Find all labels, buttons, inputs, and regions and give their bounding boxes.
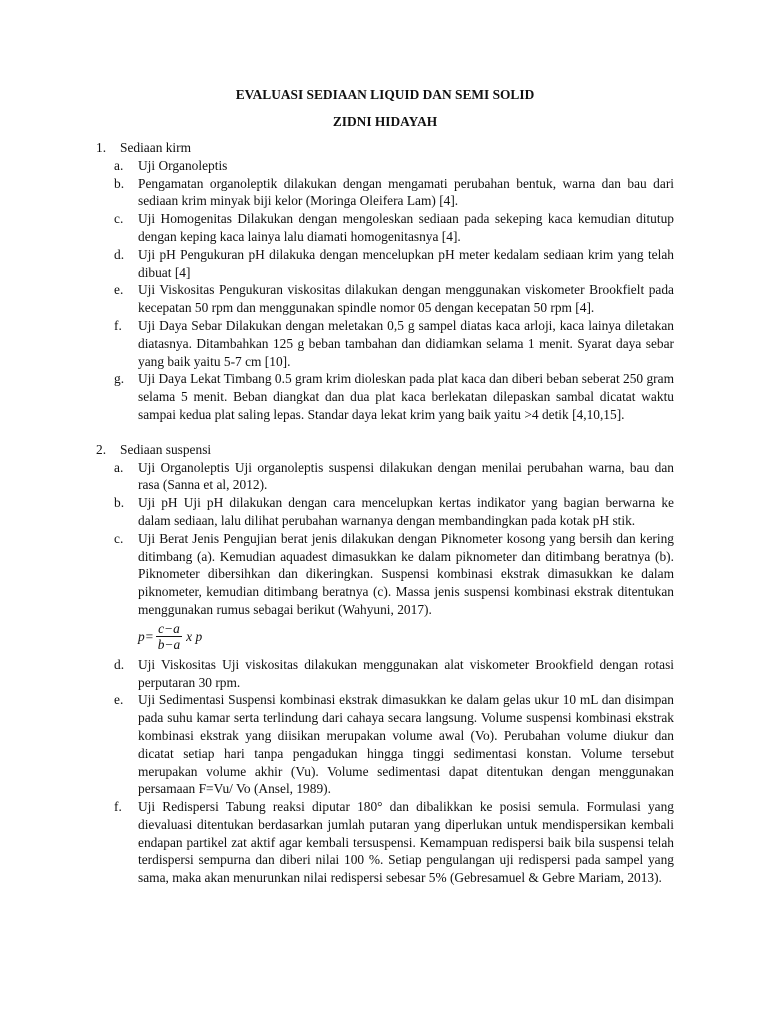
item-letter: a. [114, 459, 124, 475]
section-number: 2. [96, 441, 107, 457]
item-letter: d. [114, 246, 125, 262]
document-author: ZIDNI HIDAYAH [332, 114, 438, 129]
item-letter: a. [114, 157, 124, 173]
section-number: 1. [96, 140, 107, 155]
list-item [96, 246, 674, 282]
section-sediaan-suspensi [96, 441, 674, 887]
list-item [96, 459, 674, 495]
item-text: Uji Viskositas Uji viskositas dilakukan menggunakan alat viskometer Brookfield dengan rotasi perputaran 30 rpm. [138, 656, 674, 690]
list-item [96, 370, 674, 423]
formula-fraction [156, 622, 182, 652]
item-letter: b. [114, 175, 125, 191]
item-text: Uji Redispersi Tabung reaksi diputar 180° dan dibalikkan ke posisi semula. Formulasi yang dievaluasi ditentukan berdasarkan jumlah putaran yang diperlukan untuk mendispersikan kembali endapan partikel zat aktif agar kembali tersuspensi. Kemampuan redispersi baik bila suspensi telah terdispersi sempurna dan diberi nilai 100 %. Setiap pengulangan uji redispersi pada sampel yang sama, maka akan menurunkan nilai redispersi sebesar 5% (Gebresamuel & Gebre Mariam, 2013). [138, 799, 674, 886]
item-text: Uji Organoleptis Uji organoleptis suspensi dilakukan dengan menilai perubahan warna, bau dan rasa (Sanna et al, 2012). [138, 459, 674, 493]
item-text: Uji Sedimentasi Suspensi kombinasi ekstrak dimasukkan ke dalam gelas ukur 10 mL dan disimpan pada suhu kamar serta terlindung dari cahaya secara langsung. Volume suspensi kombinasi ekstrak kombinasi ekstrak yang diisikan merupakan volume awal (Vo). Perubahan volume diukur dan dicatat setiap hari tanpa pengadukan hingga tinggi sedimentasi konstan. Volume tersebut merupakan volume akhir (Vu). Volume sedimentasi dapat ditentukan dengan menggunakan persamaan F=Vu/ Vo (Ansel, 1989). [138, 692, 674, 797]
item-text: Uji pH Pengukuran pH dilakuka dengan mencelupkan pH meter kedalam sediaan krim yang telah dibuat [4] [138, 246, 674, 280]
formula-numerator: c−a [158, 620, 180, 636]
list-item [96, 210, 674, 246]
item-text: Pengamatan organoleptik dilakukan dengan mengamati perubahan bentuk, warna dan bau dari sediaan krim minyak biji kelor (Moringa Oleifera Lam) [4]. [138, 175, 674, 209]
section-spacer [96, 424, 674, 441]
formula-denominator: b−a [157, 636, 181, 652]
item-letter: d. [114, 656, 125, 672]
item-text: Uji Daya Lekat Timbang 0.5 gram krim dioleskan pada plat kaca dan diberi beban seberat 250 gram selama 5 menit. Beban diangkat dan dua plat kaca berlekatan dilepaskan sambal dicatat waktu sampai kedua plat saling lepas. Standar daya lekat krim yang baik yaitu >4 detik [4,10,15]. [138, 371, 674, 422]
section-heading [96, 441, 674, 459]
item-text: Uji Berat Jenis Pengujian berat jenis dilakukan dengan Piknometer kosong yang bersih dan kering ditimbang (a). Kemudian aquadest dimasukkan ke dalam piknometer dan ditimbang beratnya (b). Piknometer dibersihkan dan dikeringkan. Suspensi kombinasi ekstrak dimasukkan ke dalam piknometer, kemudian ditimbang beratnya (c). Massa jenis suspensi kombinasi ekstrak ditentukan menggunakan rumus sebagai berikut (Wahyuni, 2017). [138, 530, 674, 617]
section-heading [96, 139, 674, 157]
section-title: Sediaan suspensi [120, 441, 212, 457]
item-letter: c. [114, 530, 124, 546]
document-title: EVALUASI SEDIAAN LIQUID DAN SEMI SOLID [235, 87, 535, 102]
item-text: Uji Organoleptis [138, 157, 228, 173]
list-item [96, 317, 674, 370]
item-text: Uji pH Uji pH dilakukan dengan cara mencelupkan kertas indikator yang bagian berwarna ke dalam sediaan, lalu dilihat perubahan warnanya dengan membandingkan pada kotak pH stik. [138, 495, 674, 528]
item-letter: e. [114, 282, 124, 298]
item-letter: f. [114, 317, 122, 333]
item-text: Uji Homogenitas Dilakukan dengan mengoleskan sediaan pada sekeping kaca kemudian ditutup dengan keping kaca lainya lalu diamati homogenitasnya [4]. [138, 211, 674, 244]
list-item [96, 157, 674, 175]
density-formula [138, 620, 674, 654]
item-list [96, 459, 674, 888]
formula-lhs: p= [138, 628, 154, 644]
list-item [96, 281, 674, 317]
list-item [96, 494, 674, 530]
item-list [96, 157, 674, 424]
section-title: Sediaan kirm [120, 140, 192, 155]
item-text: Uji Daya Sebar Dilakukan dengan meletakan 0,5 g sampel diatas kaca arloji, kaca lainya diletakan diatasnya. Ditambahkan 125 g beban tambahan dan didiamkan selama 1 menit. Syarat daya sebar yang baik yaitu 5-7 cm [10]. [138, 317, 674, 369]
list-item [96, 798, 674, 887]
list-item [96, 656, 674, 692]
formula-rhs: x p [186, 628, 203, 644]
item-letter: b. [114, 495, 125, 511]
item-letter: g. [114, 371, 125, 387]
item-letter: c. [114, 211, 124, 227]
list-item [96, 530, 674, 656]
item-letter: e. [114, 692, 124, 708]
section-sediaan-krim [96, 139, 674, 424]
list-item [96, 691, 674, 798]
item-text: Uji Viskositas Pengukuran viskositas dilakukan dengan menggunakan viskometer Brookfielt pada kecepatan 50 rpm dan menggunakan spindle nomor 05 dengan kecepatan 50 rpm [4]. [138, 282, 674, 316]
item-letter: f. [114, 799, 122, 815]
list-item [96, 175, 674, 211]
